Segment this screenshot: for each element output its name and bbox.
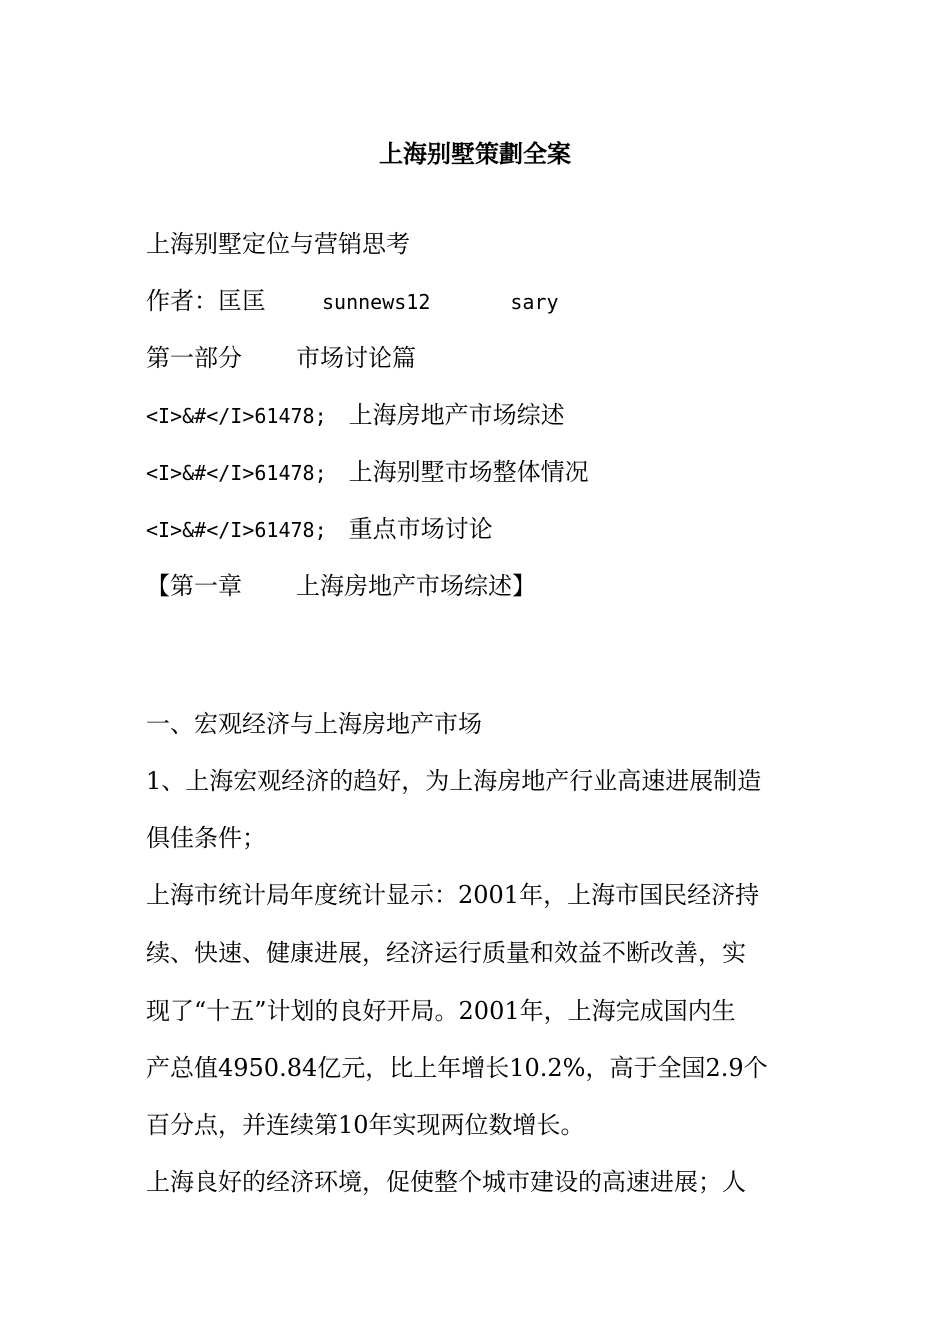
body-line: 上海良好的经济环境，促使整个城市建设的高速进展；人: [146, 1168, 746, 1196]
author-handle-1: sunnews12: [322, 290, 431, 314]
toc-item-text: 上海房地产市场综述: [348, 401, 565, 429]
document-subtitle: 上海别墅定位与营销思考: [146, 230, 410, 258]
toc-item-text: 上海别墅市场整体情况: [348, 458, 589, 486]
body-line: 1、上海宏观经济的趋好，为上海房地产行业高速进展制造: [146, 767, 762, 795]
body-line: 续、快速、健康进展，经济运行质量和效益不断改善，实: [146, 939, 746, 967]
chapter-heading: [146, 568, 536, 604]
toc-item-code: <I>&#</I>61478;: [146, 518, 327, 542]
toc-item-code: <I>&#</I>61478;: [146, 461, 327, 485]
chapter-name: 上海房地产市场综述】: [296, 572, 536, 600]
toc-item: [146, 454, 589, 491]
document-title: 上海别墅策劃全案: [379, 140, 571, 168]
part-heading: [146, 340, 416, 376]
part-name: 市场讨论篇: [296, 344, 416, 372]
section-heading: 一、宏观经济与上海房地产市场: [146, 710, 482, 738]
toc-item-text: 重点市场讨论: [348, 515, 493, 543]
body-line: 俱佳条件；: [146, 824, 266, 852]
body-line: 现了“十五”计划的良好开局。2001年，上海完成国内生: [146, 997, 736, 1025]
toc-item: [146, 397, 565, 434]
body-line: 百分点，并连续第10年实现两位数增长。: [146, 1111, 585, 1139]
toc-item-code: <I>&#</I>61478;: [146, 404, 327, 428]
part-label: 第一部分: [146, 344, 242, 372]
body-line: 产总值4950.84亿元，比上年增长10.2%，高于全国2.9个: [146, 1054, 768, 1082]
author-handle-2: sary: [510, 290, 559, 314]
toc-item: [146, 511, 493, 548]
author-line: [146, 283, 559, 320]
chapter-label: 【第一章: [146, 572, 242, 600]
body-line: 上海市统计局年度统计显示：2001年，上海市国民经济持: [146, 881, 760, 909]
author-label: 作者：匡匡: [146, 287, 266, 315]
